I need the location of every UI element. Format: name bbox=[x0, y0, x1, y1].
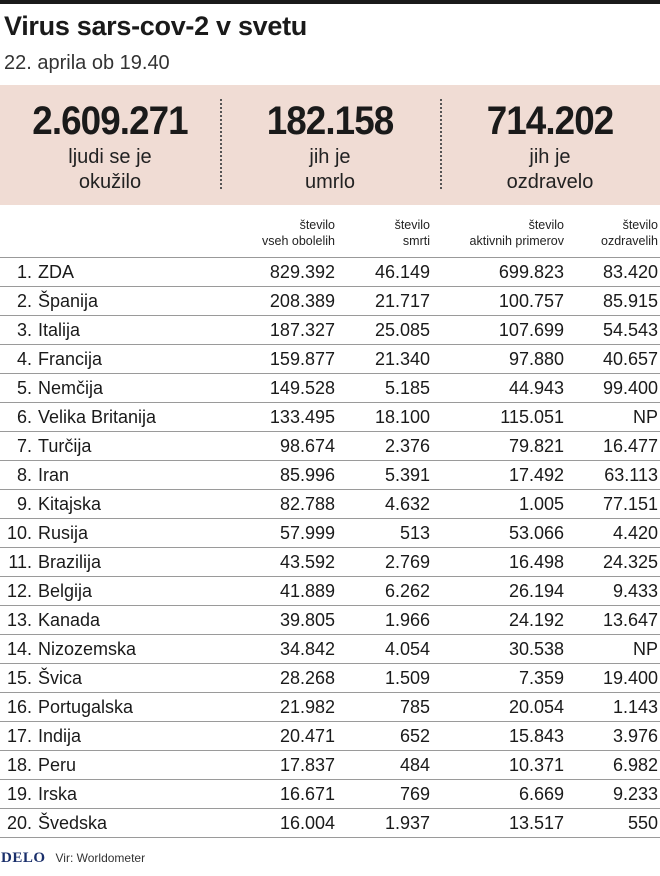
cell-rank: 2. bbox=[0, 287, 38, 316]
summary-recovered bbox=[440, 85, 660, 205]
delo-logo: DELO bbox=[1, 849, 46, 866]
cell-active: 16.498 bbox=[432, 548, 566, 577]
cell-rank: 17. bbox=[0, 722, 38, 751]
cell-active: 44.943 bbox=[432, 374, 566, 403]
table-row bbox=[0, 287, 660, 316]
cell-country: Švedska bbox=[38, 809, 235, 838]
cell-rank: 5. bbox=[0, 374, 38, 403]
cell-deaths: 18.100 bbox=[337, 403, 432, 432]
cell-recovered: 3.976 bbox=[566, 722, 660, 751]
cell-rank: 8. bbox=[0, 461, 38, 490]
cell-rank: 16. bbox=[0, 693, 38, 722]
cell-cases: 16.671 bbox=[235, 780, 337, 809]
cell-recovered: 63.113 bbox=[566, 461, 660, 490]
cell-cases: 133.495 bbox=[235, 403, 337, 432]
cell-active: 100.757 bbox=[432, 287, 566, 316]
cell-active: 6.669 bbox=[432, 780, 566, 809]
cell-cases: 39.805 bbox=[235, 606, 337, 635]
table-row bbox=[0, 722, 660, 751]
table-row bbox=[0, 780, 660, 809]
header-recovered-line2: ozdravelih bbox=[601, 234, 658, 248]
cell-recovered: 6.982 bbox=[566, 751, 660, 780]
cell-rank: 20. bbox=[0, 809, 38, 838]
summary-deaths-label-line2: umrlo bbox=[304, 171, 355, 193]
cell-country: Irska bbox=[38, 780, 235, 809]
cell-cases: 149.528 bbox=[235, 374, 337, 403]
cell-deaths: 21.717 bbox=[337, 287, 432, 316]
cell-active: 26.194 bbox=[432, 577, 566, 606]
cell-country: Nizozemska bbox=[38, 635, 235, 664]
header-deaths bbox=[337, 215, 432, 258]
cell-active: 20.054 bbox=[432, 693, 566, 722]
cell-active: 97.880 bbox=[432, 345, 566, 374]
cell-recovered: 40.657 bbox=[566, 345, 660, 374]
summary-infected-label bbox=[0, 145, 220, 195]
summary-panel bbox=[0, 85, 660, 205]
cell-rank: 6. bbox=[0, 403, 38, 432]
summary-infected-label-line1: ljudi se je bbox=[68, 146, 152, 168]
cell-recovered: 85.915 bbox=[566, 287, 660, 316]
table-row bbox=[0, 693, 660, 722]
table-row bbox=[0, 519, 660, 548]
table-row bbox=[0, 664, 660, 693]
cell-active: 1.005 bbox=[432, 490, 566, 519]
cell-active: 10.371 bbox=[432, 751, 566, 780]
cell-country: Francija bbox=[38, 345, 235, 374]
table-row bbox=[0, 577, 660, 606]
cell-rank: 11. bbox=[0, 548, 38, 577]
page-subtitle: 22. aprila ob 19.40 bbox=[4, 52, 170, 74]
summary-deaths-label-line1: jih je bbox=[309, 146, 351, 168]
cell-cases: 187.327 bbox=[235, 316, 337, 345]
cell-deaths: 25.085 bbox=[337, 316, 432, 345]
cell-recovered: 24.325 bbox=[566, 548, 660, 577]
cell-rank: 18. bbox=[0, 751, 38, 780]
cell-active: 17.492 bbox=[432, 461, 566, 490]
cell-country: Brazilija bbox=[38, 548, 235, 577]
cell-deaths: 5.391 bbox=[337, 461, 432, 490]
cell-rank: 10. bbox=[0, 519, 38, 548]
cell-country: Portugalska bbox=[38, 693, 235, 722]
cell-cases: 208.389 bbox=[235, 287, 337, 316]
cell-recovered: 1.143 bbox=[566, 693, 660, 722]
cell-recovered: 77.151 bbox=[566, 490, 660, 519]
cell-active: 699.823 bbox=[432, 258, 566, 287]
cell-recovered: 83.420 bbox=[566, 258, 660, 287]
cell-country: Švica bbox=[38, 664, 235, 693]
header-cases-line1: število bbox=[299, 218, 335, 232]
table-row bbox=[0, 606, 660, 635]
page-title: Virus sars-cov-2 v svetu bbox=[4, 11, 307, 41]
table-row bbox=[0, 374, 660, 403]
footer bbox=[0, 848, 145, 868]
cell-rank: 4. bbox=[0, 345, 38, 374]
cell-country: ZDA bbox=[38, 258, 235, 287]
cell-active: 7.359 bbox=[432, 664, 566, 693]
cell-deaths: 513 bbox=[337, 519, 432, 548]
cell-recovered: 99.400 bbox=[566, 374, 660, 403]
cell-cases: 159.877 bbox=[235, 345, 337, 374]
cell-country: Turčija bbox=[38, 432, 235, 461]
cell-recovered: 550 bbox=[566, 809, 660, 838]
header-active-line1: število bbox=[528, 218, 564, 232]
header-cases-line2: vseh obolelih bbox=[262, 234, 335, 248]
cell-cases: 57.999 bbox=[235, 519, 337, 548]
summary-infected-value: 2.609.271 bbox=[32, 99, 188, 143]
header-rank bbox=[0, 215, 38, 258]
cell-cases: 41.889 bbox=[235, 577, 337, 606]
cell-rank: 3. bbox=[0, 316, 38, 345]
header-recovered-line1: število bbox=[622, 218, 658, 232]
table-row bbox=[0, 345, 660, 374]
cell-country: Nemčija bbox=[38, 374, 235, 403]
cell-recovered: 13.647 bbox=[566, 606, 660, 635]
cell-country: Kitajska bbox=[38, 490, 235, 519]
table-row bbox=[0, 809, 660, 838]
cell-active: 53.066 bbox=[432, 519, 566, 548]
header-country bbox=[38, 215, 235, 258]
cell-deaths: 4.632 bbox=[337, 490, 432, 519]
cell-country: Iran bbox=[38, 461, 235, 490]
cell-deaths: 46.149 bbox=[337, 258, 432, 287]
cell-country: Velika Britanija bbox=[38, 403, 235, 432]
cell-deaths: 1.966 bbox=[337, 606, 432, 635]
cell-cases: 34.842 bbox=[235, 635, 337, 664]
cell-cases: 20.471 bbox=[235, 722, 337, 751]
cell-deaths: 1.509 bbox=[337, 664, 432, 693]
cell-deaths: 5.185 bbox=[337, 374, 432, 403]
cell-deaths: 4.054 bbox=[337, 635, 432, 664]
cell-rank: 14. bbox=[0, 635, 38, 664]
cell-cases: 16.004 bbox=[235, 809, 337, 838]
table-row bbox=[0, 751, 660, 780]
cell-rank: 15. bbox=[0, 664, 38, 693]
cell-active: 79.821 bbox=[432, 432, 566, 461]
source-note: Vir: Worldometer bbox=[55, 851, 146, 865]
header-cases bbox=[235, 215, 337, 258]
header-deaths-line2: smrti bbox=[402, 234, 430, 248]
cell-country: Kanada bbox=[38, 606, 235, 635]
summary-infected bbox=[0, 85, 220, 205]
cell-rank: 9. bbox=[0, 490, 38, 519]
header-deaths-line1: število bbox=[394, 218, 430, 232]
cell-cases: 21.982 bbox=[235, 693, 337, 722]
cell-country: Španija bbox=[38, 287, 235, 316]
header-active-line2: aktivnih primerov bbox=[469, 234, 564, 248]
summary-recovered-label-line1: jih je bbox=[529, 146, 571, 168]
summary-infected-label-line2: okužilo bbox=[78, 171, 142, 193]
cell-rank: 7. bbox=[0, 432, 38, 461]
cell-active: 15.843 bbox=[432, 722, 566, 751]
cell-cases: 85.996 bbox=[235, 461, 337, 490]
table-row bbox=[0, 461, 660, 490]
cell-deaths: 652 bbox=[337, 722, 432, 751]
cell-recovered: NP bbox=[566, 403, 660, 432]
cell-country: Rusija bbox=[38, 519, 235, 548]
summary-deaths-label bbox=[220, 145, 440, 195]
country-table bbox=[0, 215, 660, 838]
cell-cases: 82.788 bbox=[235, 490, 337, 519]
cell-deaths: 785 bbox=[337, 693, 432, 722]
cell-country: Indija bbox=[38, 722, 235, 751]
cell-deaths: 1.937 bbox=[337, 809, 432, 838]
cell-country: Peru bbox=[38, 751, 235, 780]
cell-rank: 12. bbox=[0, 577, 38, 606]
cell-active: 30.538 bbox=[432, 635, 566, 664]
cell-recovered: 9.433 bbox=[566, 577, 660, 606]
cell-deaths: 2.376 bbox=[337, 432, 432, 461]
header-recovered bbox=[566, 215, 660, 258]
cell-cases: 98.674 bbox=[235, 432, 337, 461]
cell-recovered: 54.543 bbox=[566, 316, 660, 345]
cell-country: Belgija bbox=[38, 577, 235, 606]
table-header-row bbox=[0, 215, 660, 258]
cell-deaths: 2.769 bbox=[337, 548, 432, 577]
cell-active: 13.517 bbox=[432, 809, 566, 838]
summary-recovered-label-line2: ozdravelo bbox=[506, 171, 594, 193]
cell-recovered: NP bbox=[566, 635, 660, 664]
table-row bbox=[0, 258, 660, 287]
cell-active: 107.699 bbox=[432, 316, 566, 345]
table-row bbox=[0, 432, 660, 461]
cell-rank: 1. bbox=[0, 258, 38, 287]
cell-cases: 43.592 bbox=[235, 548, 337, 577]
table-row bbox=[0, 635, 660, 664]
table-body bbox=[0, 258, 660, 838]
table-row bbox=[0, 316, 660, 345]
cell-active: 24.192 bbox=[432, 606, 566, 635]
cell-deaths: 21.340 bbox=[337, 345, 432, 374]
cell-cases: 829.392 bbox=[235, 258, 337, 287]
cell-recovered: 4.420 bbox=[566, 519, 660, 548]
cell-recovered: 19.400 bbox=[566, 664, 660, 693]
cell-deaths: 484 bbox=[337, 751, 432, 780]
summary-deaths-value: 182.158 bbox=[266, 99, 394, 143]
cell-rank: 13. bbox=[0, 606, 38, 635]
top-rule bbox=[0, 0, 660, 4]
cell-recovered: 16.477 bbox=[566, 432, 660, 461]
cell-cases: 28.268 bbox=[235, 664, 337, 693]
summary-deaths bbox=[220, 85, 440, 205]
table-row bbox=[0, 548, 660, 577]
table-row bbox=[0, 403, 660, 432]
table-row bbox=[0, 490, 660, 519]
cell-deaths: 769 bbox=[337, 780, 432, 809]
summary-recovered-value: 714.202 bbox=[486, 99, 614, 143]
cell-recovered: 9.233 bbox=[566, 780, 660, 809]
cell-country: Italija bbox=[38, 316, 235, 345]
cell-rank: 19. bbox=[0, 780, 38, 809]
cell-active: 115.051 bbox=[432, 403, 566, 432]
summary-recovered-label bbox=[440, 145, 660, 195]
cell-cases: 17.837 bbox=[235, 751, 337, 780]
cell-deaths: 6.262 bbox=[337, 577, 432, 606]
header-active bbox=[432, 215, 566, 258]
